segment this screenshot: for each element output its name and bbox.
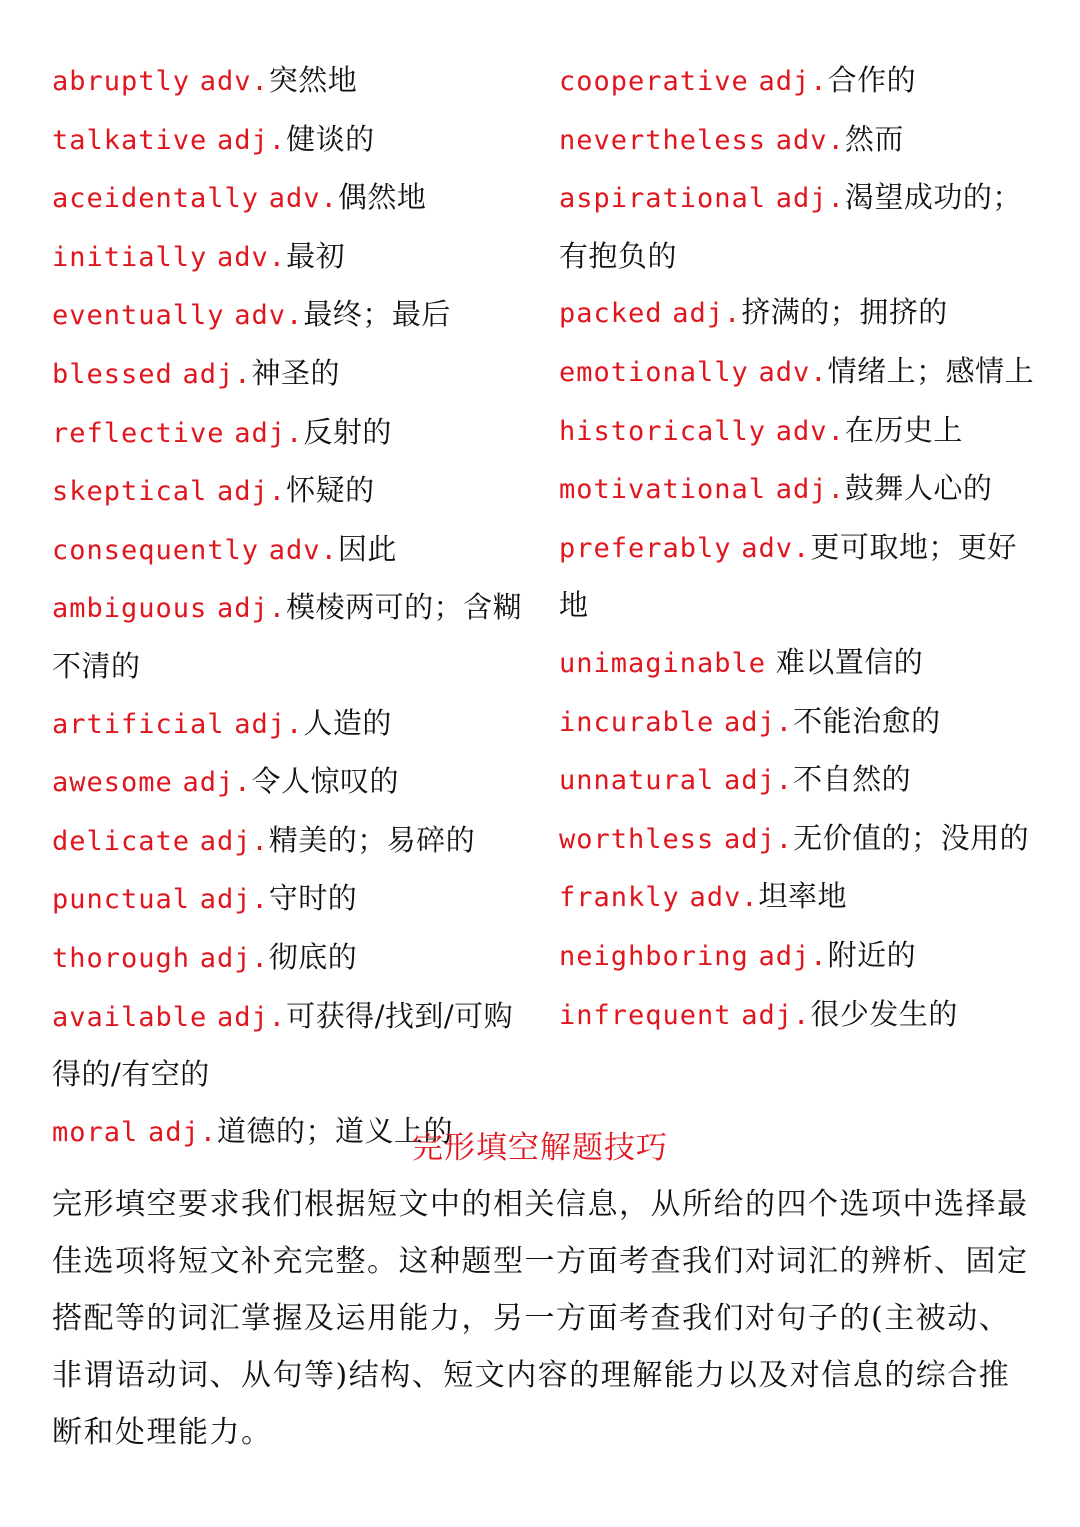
vocab-item	[52, 521, 532, 580]
vocab-meaning: 附近的	[827, 937, 917, 972]
vocab-word: consequently	[52, 534, 260, 566]
vocab-item	[52, 695, 532, 754]
vocab-item	[52, 812, 532, 871]
vocab-item	[52, 988, 532, 1103]
vocab-word: incurable	[559, 706, 715, 738]
vocab-part-of-speech: adj.	[775, 183, 845, 215]
vocab-item	[559, 52, 1039, 111]
vocab-meaning: 彻底的	[268, 939, 358, 974]
vocab-meaning: 无价值的；没用的	[793, 820, 1030, 855]
vocab-word: blessed	[52, 358, 173, 390]
vocab-item	[559, 810, 1039, 869]
vocab-part-of-speech: adj.	[182, 767, 252, 799]
vocab-meaning: 令人惊叹的	[251, 764, 400, 799]
vocab-meaning: 怀疑的	[286, 473, 375, 508]
vocab-part-of-speech: adj.	[234, 417, 304, 449]
vocab-word: ambiguous	[52, 593, 208, 625]
vocab-meaning: 最终；最后	[303, 297, 451, 332]
vocab-word: punctual	[52, 884, 191, 916]
vocab-word: aceidentally	[52, 183, 260, 215]
vocab-part-of-speech: adv.	[199, 66, 269, 97]
vocab-part-of-speech: adv.	[234, 300, 304, 332]
vocab-meaning: 精美的；易碎的	[268, 822, 476, 857]
vocab-word: unimaginable	[559, 647, 767, 679]
vocab-word: nevertheless	[559, 124, 767, 156]
section-title: 完形填空解题技巧	[412, 1130, 668, 1166]
vocab-meaning: 反射的	[303, 414, 392, 449]
vocab-meaning: 更可取地；更好地	[559, 529, 1017, 623]
vocab-word: reflective	[52, 417, 225, 449]
vocab-meaning: 合作的	[827, 63, 917, 97]
vocab-part-of-speech: adj.	[217, 476, 287, 508]
vocab-meaning: 挤满的；拥挤的	[741, 295, 948, 330]
vocab-meaning: 健谈的	[286, 121, 375, 156]
vocab-item	[559, 927, 1039, 986]
vocab-meaning: 可获得/找到/可购得的/有空的	[52, 998, 514, 1092]
vocab-item	[52, 929, 532, 988]
vocab-part-of-speech: adj.	[758, 66, 828, 97]
vocab-meaning: 最初	[286, 238, 346, 273]
vocab-part-of-speech: adj.	[724, 706, 794, 738]
vocab-item	[52, 169, 532, 228]
vocab-part-of-speech: adj.	[758, 940, 828, 972]
vocab-item	[559, 519, 1039, 634]
vocab-word: awesome	[52, 767, 173, 799]
vocab-meaning: 在历史上	[844, 412, 963, 447]
vocab-word: unnatural	[559, 765, 715, 797]
vocab-word: aspirational	[559, 183, 767, 215]
vocab-word: moral	[52, 1116, 139, 1148]
vocab-meaning: 守时的	[268, 881, 358, 916]
vocab-meaning: 模棱两可的；含糊不清的	[52, 590, 523, 683]
vocab-item	[559, 460, 1039, 519]
vocab-meaning: 渴望成功的；有抱负的	[559, 180, 1022, 273]
vocab-word: skeptical	[52, 476, 208, 508]
vocab-item	[52, 345, 532, 404]
vocab-column-left	[52, 52, 532, 1161]
vocab-item	[52, 286, 532, 345]
vocab-meaning: 因此	[337, 531, 397, 566]
vocab-word: available	[52, 1001, 208, 1033]
vocab-word: cooperative	[559, 66, 749, 97]
vocab-part-of-speech: adj.	[724, 765, 794, 797]
vocab-item	[52, 52, 532, 111]
vocab-part-of-speech: adv.	[775, 124, 845, 156]
vocab-part-of-speech: adj.	[217, 1001, 287, 1033]
vocab-meaning: 难以置信的	[775, 644, 924, 679]
vocab-meaning: 道德的；道义上的	[217, 1113, 454, 1148]
vocab-meaning: 不能治愈的	[793, 703, 941, 738]
vocab-item	[559, 402, 1039, 461]
vocab-meaning: 人造的	[303, 705, 392, 740]
vocab-item	[559, 111, 1039, 170]
vocab-part-of-speech: adj.	[741, 999, 811, 1031]
vocab-item	[52, 404, 532, 463]
vocab-meaning: 坦率地	[758, 879, 848, 914]
vocab-part-of-speech: adj.	[182, 358, 252, 390]
vocab-word: abruptly	[52, 66, 191, 97]
vocab-item	[559, 693, 1039, 752]
vocab-meaning: 不自然的	[793, 762, 912, 797]
vocab-word: initially	[52, 241, 208, 273]
vocab-item	[52, 228, 532, 287]
vocab-part-of-speech: adv.	[775, 415, 845, 447]
vocab-word: infrequent	[559, 999, 732, 1031]
vocab-meaning: 神圣的	[251, 355, 341, 390]
vocab-word: historically	[559, 415, 767, 447]
vocab-part-of-speech: adj.	[724, 823, 794, 855]
vocab-item	[52, 579, 532, 694]
vocab-part-of-speech: adj.	[234, 708, 304, 740]
vocab-part-of-speech: adv.	[689, 882, 759, 914]
vocab-word: motivational	[559, 474, 767, 506]
section-body: 完形填空要求我们根据短文中的相关信息，从所给的四个选项中选择最佳选项将短文补充完整。这种题型一方面考查我们对词汇的辨析、固定搭配等的词汇掌握及运用能力，另一方面考查我们对句子的(主被动、非谓语动词、从句等)结构、短文内容的理解能力以及对信息的综合推断和处理能力。	[52, 1187, 1029, 1450]
vocab-item	[559, 986, 1039, 1045]
vocab-part-of-speech: adv.	[268, 183, 338, 215]
vocab-meaning: 突然地	[268, 63, 358, 97]
vocab-word: packed	[559, 298, 663, 330]
vocab-word: preferably	[559, 532, 732, 564]
vocab-part-of-speech: adj.	[199, 884, 269, 916]
vocab-part-of-speech: adv.	[758, 356, 828, 388]
vocab-word: frankly	[559, 882, 680, 914]
vocab-item	[52, 753, 532, 812]
vocab-meaning: 情绪上；感情上	[827, 353, 1035, 388]
vocab-meaning: 鼓舞人心的	[844, 471, 993, 506]
vocab-part-of-speech: adv.	[268, 534, 338, 566]
vocab-meaning: 很少发生的	[810, 996, 958, 1031]
vocab-column-right	[559, 52, 1039, 1044]
vocab-item	[559, 634, 1039, 693]
vocab-item	[559, 284, 1039, 343]
vocab-part-of-speech: adj.	[199, 825, 269, 857]
vocab-part-of-speech: adj.	[217, 593, 287, 625]
vocab-part-of-speech: adj.	[775, 474, 845, 506]
vocab-item	[52, 462, 532, 521]
vocab-word: artificial	[52, 708, 225, 740]
vocab-part-of-speech: adj.	[199, 942, 269, 974]
vocab-word: neighboring	[559, 940, 749, 972]
vocab-item	[559, 751, 1039, 810]
vocab-part-of-speech: adj.	[672, 298, 742, 330]
vocab-part-of-speech: adv.	[741, 532, 811, 564]
vocab-word: emotionally	[559, 356, 749, 388]
vocab-item	[559, 868, 1039, 927]
vocab-word: talkative	[52, 124, 208, 156]
vocab-word: eventually	[52, 300, 225, 332]
vocab-item	[52, 111, 532, 170]
vocab-word: thorough	[52, 942, 191, 974]
vocab-part-of-speech: adj.	[148, 1116, 218, 1148]
vocab-word: worthless	[559, 823, 715, 855]
vocab-part-of-speech: adj.	[217, 124, 287, 156]
vocab-word: delicate	[52, 825, 191, 857]
vocab-item	[52, 870, 532, 929]
vocab-item	[559, 343, 1039, 402]
vocab-item	[559, 169, 1039, 284]
vocab-meaning: 偶然地	[337, 180, 427, 215]
vocab-part-of-speech: adv.	[217, 241, 287, 273]
vocab-meaning: 然而	[844, 121, 904, 156]
